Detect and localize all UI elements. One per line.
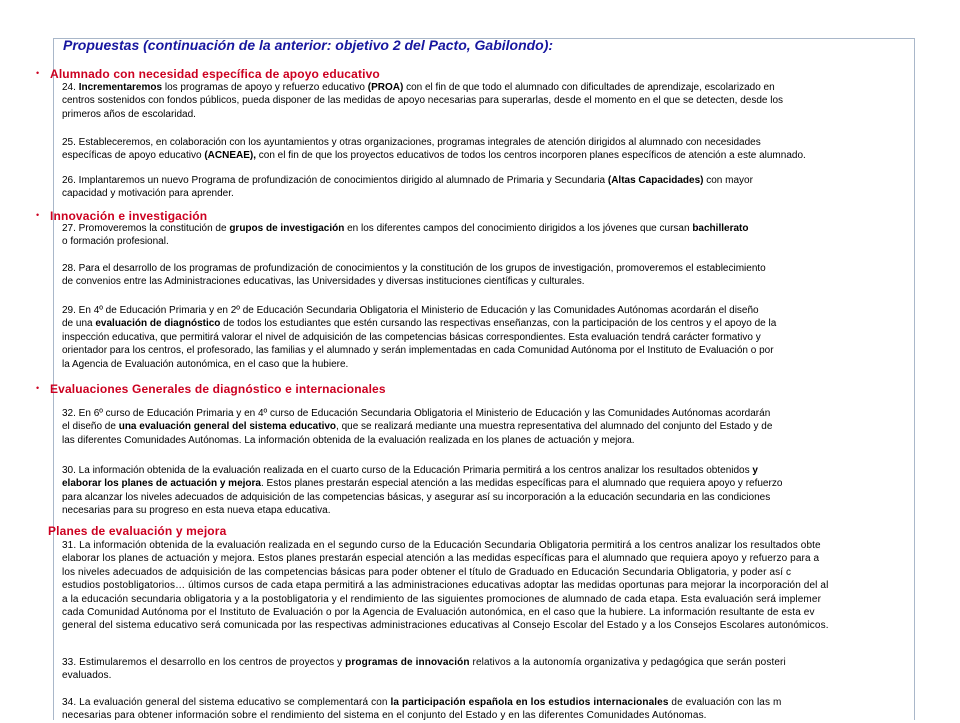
text-run: elaborar los planes de actuación y mejora. Estos planes prestarán especial atención a las medidas específicas para el alumnado que requiera apoyo y refuerzo para a [62,553,820,565]
paragraph-line [62,420,960,433]
text-run: los niveles adecuados de adquisición de las competencias básicas para poder obtener el título de Graduado en Educación Secundaria Obligatoria, y poder así c [62,566,792,578]
proposal-paragraph [62,696,960,723]
paragraph-line [62,222,960,235]
text-run: con el fin de que todo el alumnado con dificultades de aprendizaje, escolarizado en [403,82,775,93]
proposal-paragraph [62,174,960,201]
bullet-icon: • [36,68,40,78]
text-run: 26. Implantaremos un nuevo Programa de profundización de conocimientos dirigido al alumnado de Primaria y Secundaria [62,175,608,186]
paragraph-line [62,149,960,162]
paragraph-line [62,434,960,447]
bold-text-run: evaluación de diagnóstico [95,318,221,330]
bold-text-run: (PROA) [367,82,404,93]
paragraph-line [62,262,960,275]
text-run: necesarias para obtener información sobre el rendimiento del sistema en el conjunto del Estado y en las diferentes Comunidades Autónomas. [62,710,707,722]
text-run: específicas de apoyo educativo [62,150,205,162]
paragraph-line [62,709,960,722]
paragraph-line [62,174,960,187]
text-run: de todos los estudiantes que estén cursando las respectivas enseñanzas, con la participación de los centros y el apoyo de la [220,318,777,330]
bold-text-run: bachillerato [692,223,749,234]
text-run: el diseño de [62,421,119,433]
text-run: la Agencia de Evaluación autonómica, en el caso que la hubiere. [62,358,349,370]
paragraph-line [62,566,960,579]
text-run: cada Comunidad Autónoma por el Instituto de Evaluación o por la Agencia de Evaluación autonómica, en el caso que la hubiere. La información resultante de esta ev [62,607,815,619]
paragraph-line [62,656,960,669]
paragraph-line [62,275,960,288]
text-run: a la educación secundaria obligatoria y a la postobligatoria y el rendimiento de las siguientes promociones de alumnado de cada etapa. Esta evaluación será implemer [62,593,822,605]
text-run: de evaluación con las m [668,697,782,708]
bold-text-run: la participación española en los estudios internacionales [390,697,669,708]
text-run: o formación profesional. [62,236,169,248]
text-run: , que se realizará mediante una muestra representativa del alumnado del conjunto del Estado y de [336,421,773,433]
proposal-paragraph [62,262,960,289]
text-run: en los diferentes campos del conocimiento dirigidos a los jóvenes que cursan [344,223,693,234]
paragraph-line [62,235,960,248]
section-heading-label: Evaluaciones Generales de diagnóstico e internacionales [50,382,386,396]
paragraph-line [62,619,960,632]
paragraph-line [62,552,960,565]
section-heading-planes [48,524,226,538]
section-heading-label: Alumnado con necesidad específica de apoyo educativo [50,67,380,81]
bold-text-run: grupos de investigación [229,223,345,234]
proposal-paragraph [62,407,960,447]
paragraph-line [62,491,960,504]
paragraph-line [62,136,960,149]
paragraph-line [62,504,960,517]
text-run: con el fin de que los proyectos educativos de todos los centros incorporen planes específicos de atención a este alumnado. [256,150,806,162]
text-run: 29. En 4º de Educación Primaria y en 2º de Educación Secundaria Obligatoria el Ministerio de Educación y las Comunidades Autónomas acordarán el diseño [62,305,759,316]
paragraph-line [62,331,960,344]
text-run: general del sistema educativo será comunicada por las respectivas administraciones educativas al Consejo Escolar del Estado y a los Consejos Escolares autonómicos. [62,620,829,632]
paragraph-line [62,477,960,490]
paragraph-line [62,606,960,619]
text-run: 28. Para el desarrollo de los programas de profundización de conocimientos y la constitución de los grupos de investigación, promoveremos el establecimiento [62,263,766,274]
text-run: 30. La información obtenida de la evaluación realizada en el cuarto curso de la Educación Primaria permitirá a los centros analizar los resultados obtenidos [62,465,753,476]
text-run: 32. En 6º curso de Educación Primaria y en 4º curso de Educación Secundaria Obligatoria el Ministerio de Educación y las Comunidades Autónomas acordarán [62,408,771,419]
text-run: 33. Estimularemos el desarrollo en los centros de proyectos y [62,657,346,668]
paragraph-line [62,407,960,420]
paragraph-line [62,81,960,94]
paragraph-line [62,696,960,709]
paragraph-line [62,593,960,606]
proposal-paragraph [62,656,960,683]
text-run: relativos a la autonomía organizativa y pedagógica que serán posteri [469,657,786,668]
text-run: . Estos planes prestarán especial atención a las medidas específicas para el alumnado que requiera apoyo y refuerzo [260,478,783,490]
text-run: evaluados. [62,670,112,682]
text-run: de convenios entre las Administraciones educativas, las Universidades y diversas instituciones científicas y culturales. [62,276,585,288]
bold-text-run: elaborar los planes de actuación y mejora [62,478,261,490]
proposal-paragraph [62,539,960,633]
paragraph-line [62,304,960,317]
paragraph-line [62,358,960,371]
text-run: las diferentes Comunidades Autónomas. La información obtenida de la evaluación realizada en los planes de actuación y mejora. [62,434,635,446]
text-run: 24. [62,82,79,93]
bold-text-run: (Altas Capacidades) [607,175,704,186]
section-heading-evaluaciones [36,382,386,396]
text-run: centros sostenidos con fondos públicos, pueda disponer de las medidas de apoyo necesarias para superarlas, desde el momento en el que se detecten, desde los [62,95,784,107]
text-run: 25. Estableceremos, en colaboración con los ayuntamientos y otras organizaciones, programas integrales de atención dirigidos al alumnado con necesidades [62,137,761,148]
text-run: con mayor [703,175,753,186]
bold-text-run: programas de innovación [345,657,470,668]
paragraph-line [62,108,960,121]
paragraph-line [62,579,960,592]
text-run: de una [62,318,96,330]
paragraph-line [62,669,960,682]
proposal-paragraph [62,222,960,249]
text-run: orientador para los centros, el profesorado, las familias y el alumnado y serán implementadas en cada Comunidad Autónoma por el Instituto de Evaluación o por [62,345,774,357]
bullet-icon: • [36,383,40,393]
text-run: necesarias para su progreso en esta nueva etapa educativa. [62,505,331,517]
text-run: 31. La información obtenida de la evaluación realizada en el segundo curso de la Educación Secundaria Obligatoria permitirá a los centros analizar los resultados obte [62,540,821,551]
text-run: capacidad y motivación para aprender. [62,188,234,200]
paragraph-line [62,94,960,107]
bullet-icon: • [36,210,40,220]
proposal-paragraph [62,304,960,371]
paragraph-line [62,317,960,330]
bold-text-run: (ACNEAE), [204,150,256,162]
slide-title: Propuestas (continuación de la anterior: objetivo 2 del Pacto, Gabilondo): [63,37,554,53]
bold-text-run: Incrementaremos [78,82,163,93]
section-heading-label: Planes de evaluación y mejora [48,524,227,538]
section-heading-innovacion [36,209,207,223]
proposal-paragraph [62,81,960,121]
text-run: primeros años de escolaridad. [62,108,196,120]
text-run: los programas de apoyo y refuerzo educativo [162,82,368,93]
bold-text-run: y [752,465,758,476]
section-heading-acneae [36,67,380,81]
paragraph-line [62,344,960,357]
proposal-paragraph [62,136,960,163]
bold-text-run: una evaluación general del sistema educativo [118,421,337,433]
text-run: estudios postobligatorios… últimos cursos de cada etapa permitirá a las administraciones educativas adoptar las medidas oportunas para mejorar la incorporación del al [62,580,829,592]
proposal-paragraph [62,464,960,518]
paragraph-line [62,539,960,552]
section-heading-label: Innovación e investigación [50,209,208,223]
text-run: para alcanzar los niveles adecuados de adquisición de las competencias básicas, y asegurar así su incorporación a la educación secundaria en las condiciones [62,491,771,503]
text-run: 27. Promoveremos la constitución de [62,223,230,234]
paragraph-line [62,187,960,200]
paragraph-line [62,464,960,477]
text-run: 34. La evaluación general del sistema educativo se complementará con [62,697,391,708]
text-run: inspección educativa, que permitirá valorar el nivel de adquisición de las competencias básicas correspondientes. Esta evaluación tendrá carácter formativo y [62,331,761,343]
